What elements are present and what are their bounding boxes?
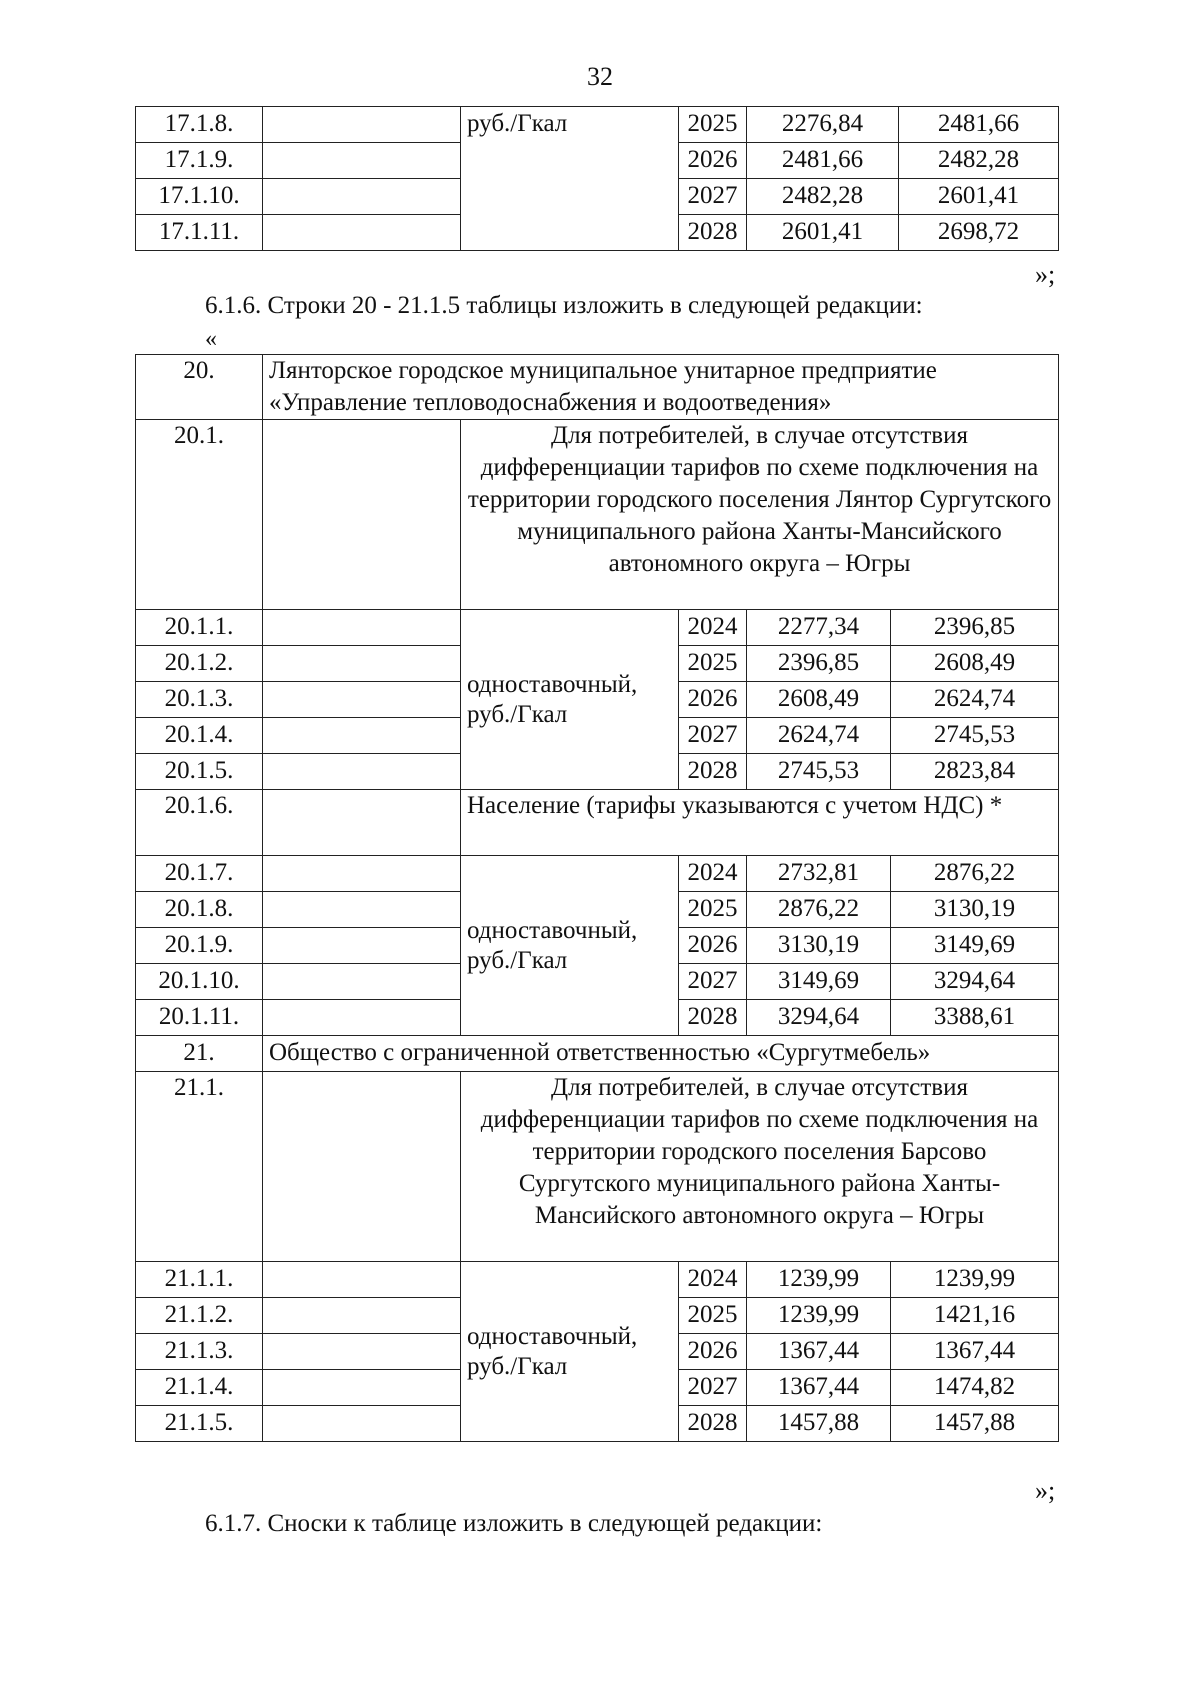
value-start: 3149,69 <box>747 964 891 1000</box>
value-start: 1239,99 <box>747 1298 891 1334</box>
empty-cell <box>263 1298 461 1334</box>
value-start: 1239,99 <box>747 1262 891 1298</box>
value-start: 2481,66 <box>747 143 899 179</box>
empty-cell <box>263 1334 461 1370</box>
year-cell: 2024 <box>679 610 747 646</box>
value-start: 1457,88 <box>747 1406 891 1442</box>
group-row <box>136 1072 1059 1262</box>
row-number: 17.1.11. <box>136 215 263 251</box>
value-end: 2698,72 <box>899 215 1059 251</box>
value-end: 1367,44 <box>891 1334 1059 1370</box>
value-start: 3130,19 <box>747 928 891 964</box>
unit-cell: руб./Гкал <box>461 107 679 251</box>
empty-cell <box>263 646 461 682</box>
table-row <box>136 856 1059 892</box>
year-cell: 2025 <box>679 107 747 143</box>
value-end: 2481,66 <box>899 107 1059 143</box>
value-end: 2745,53 <box>891 718 1059 754</box>
value-start: 1367,44 <box>747 1370 891 1406</box>
rate-unit-label: руб./Гкал <box>467 700 568 728</box>
row-number: 21.1. <box>136 1072 263 1262</box>
value-end: 3388,61 <box>891 1000 1059 1036</box>
row-number: 21.1.3. <box>136 1334 263 1370</box>
empty-cell <box>263 1406 461 1442</box>
org-name: Общество с ограниченной ответственностью «Сургутмебель» <box>263 1036 1059 1072</box>
year-cell: 2024 <box>679 1262 747 1298</box>
row-number: 20.1.5. <box>136 754 263 790</box>
row-number: 20.1.2. <box>136 646 263 682</box>
value-end: 3130,19 <box>891 892 1059 928</box>
value-end: 2396,85 <box>891 610 1059 646</box>
value-end: 2601,41 <box>899 179 1059 215</box>
row-number: 21.1.1. <box>136 1262 263 1298</box>
value-start: 2608,49 <box>747 682 891 718</box>
empty-cell <box>263 964 461 1000</box>
year-cell: 2028 <box>679 1000 747 1036</box>
empty-cell <box>263 143 461 179</box>
year-cell: 2024 <box>679 856 747 892</box>
group-row <box>136 420 1059 610</box>
value-start: 2277,34 <box>747 610 891 646</box>
row-number: 20.1.6. <box>136 790 263 856</box>
empty-cell <box>263 1000 461 1036</box>
rate-type-label: одноставочный, <box>467 670 638 698</box>
value-start: 2482,28 <box>747 179 899 215</box>
row-number: 21.1.5. <box>136 1406 263 1442</box>
group-row <box>136 790 1059 856</box>
table-row <box>136 610 1059 646</box>
value-start: 2876,22 <box>747 892 891 928</box>
value-end: 2608,49 <box>891 646 1059 682</box>
row-number: 21.1.4. <box>136 1370 263 1406</box>
rate-unit-label: руб./Гкал <box>467 1352 568 1380</box>
value-start: 2601,41 <box>747 215 899 251</box>
value-start: 2396,85 <box>747 646 891 682</box>
year-cell: 2028 <box>679 1406 747 1442</box>
org-name: Лянторское городское муниципальное унитарное предприятие «Управление тепловодоснабжения и водоотведения» <box>263 355 1059 420</box>
org-row <box>136 355 1059 420</box>
closing-quote: »; <box>1035 260 1056 289</box>
year-cell: 2026 <box>679 1334 747 1370</box>
tariff-table-top <box>135 106 1059 251</box>
rate-type-cell <box>461 610 679 790</box>
empty-cell <box>263 682 461 718</box>
value-start: 1367,44 <box>747 1334 891 1370</box>
empty-cell <box>263 107 461 143</box>
value-end: 1421,16 <box>891 1298 1059 1334</box>
row-number: 21.1.2. <box>136 1298 263 1334</box>
value-end: 1239,99 <box>891 1262 1059 1298</box>
org-row <box>136 1036 1059 1072</box>
row-number: 20.1.8. <box>136 892 263 928</box>
row-number: 20.1. <box>136 420 263 610</box>
page-number: 32 <box>587 62 613 91</box>
row-number: 20.1.9. <box>136 928 263 964</box>
empty-cell <box>263 790 461 856</box>
rate-type-label: одноставочный, <box>467 916 638 944</box>
empty-cell <box>263 928 461 964</box>
year-cell: 2027 <box>679 718 747 754</box>
value-start: 2276,84 <box>747 107 899 143</box>
row-number: 20.1.4. <box>136 718 263 754</box>
value-end: 2876,22 <box>891 856 1059 892</box>
row-number: 20.1.1. <box>136 610 263 646</box>
empty-cell <box>263 718 461 754</box>
row-number: 21. <box>136 1036 263 1072</box>
value-end: 2823,84 <box>891 754 1059 790</box>
section-heading-6-1-6: 6.1.6. Строки 20 - 21.1.5 таблицы изложить в следующей редакции: <box>205 292 923 319</box>
year-cell: 2028 <box>679 754 747 790</box>
value-start: 2745,53 <box>747 754 891 790</box>
empty-cell <box>263 420 461 610</box>
year-cell: 2026 <box>679 143 747 179</box>
empty-cell <box>263 610 461 646</box>
empty-cell <box>263 856 461 892</box>
row-number: 20.1.11. <box>136 1000 263 1036</box>
year-cell: 2026 <box>679 928 747 964</box>
row-number: 20.1.10. <box>136 964 263 1000</box>
tariff-table-main <box>135 354 1059 1442</box>
year-cell: 2025 <box>679 1298 747 1334</box>
opening-quote: « <box>205 326 217 352</box>
rate-type-cell <box>461 1262 679 1442</box>
table-row <box>136 107 1059 143</box>
value-start: 2732,81 <box>747 856 891 892</box>
closing-quote: »; <box>1035 1476 1056 1505</box>
empty-cell <box>263 754 461 790</box>
year-cell: 2027 <box>679 1370 747 1406</box>
consumer-group-description: Для потребителей, в случае отсутствия дифференциации тарифов по схеме подключения на территории городского поселения Барсово Сургутского муниципального района Ханты-Мансийского автономного округа – Югры <box>461 1072 1059 1262</box>
empty-cell <box>263 1370 461 1406</box>
year-cell: 2027 <box>679 179 747 215</box>
consumer-group-description: Население (тарифы указываются с учетом НДС) * <box>461 790 1059 856</box>
value-end: 3294,64 <box>891 964 1059 1000</box>
year-cell: 2028 <box>679 215 747 251</box>
year-cell: 2025 <box>679 646 747 682</box>
section-heading-6-1-7: 6.1.7. Сноски к таблице изложить в следующей редакции: <box>205 1510 823 1537</box>
value-end: 2624,74 <box>891 682 1059 718</box>
value-start: 2624,74 <box>747 718 891 754</box>
rate-type-label: одноставочный, <box>467 1322 638 1350</box>
empty-cell <box>263 1262 461 1298</box>
consumer-group-description: Для потребителей, в случае отсутствия дифференциации тарифов по схеме подключения на территории городского поселения Лянтор Сургутского муниципального района Ханты-Мансийского автономного округа – Югры <box>461 420 1059 610</box>
value-start: 3294,64 <box>747 1000 891 1036</box>
row-number: 20.1.7. <box>136 856 263 892</box>
row-number: 17.1.10. <box>136 179 263 215</box>
year-cell: 2025 <box>679 892 747 928</box>
row-number: 20. <box>136 355 263 420</box>
year-cell: 2027 <box>679 964 747 1000</box>
value-end: 1474,82 <box>891 1370 1059 1406</box>
row-number: 20.1.3. <box>136 682 263 718</box>
rate-type-cell <box>461 856 679 1036</box>
value-end: 3149,69 <box>891 928 1059 964</box>
row-number: 17.1.8. <box>136 107 263 143</box>
empty-cell <box>263 1072 461 1262</box>
table-row <box>136 1262 1059 1298</box>
empty-cell <box>263 179 461 215</box>
year-cell: 2026 <box>679 682 747 718</box>
value-end: 1457,88 <box>891 1406 1059 1442</box>
value-end: 2482,28 <box>899 143 1059 179</box>
empty-cell <box>263 215 461 251</box>
row-number: 17.1.9. <box>136 143 263 179</box>
rate-unit-label: руб./Гкал <box>467 946 568 974</box>
empty-cell <box>263 892 461 928</box>
